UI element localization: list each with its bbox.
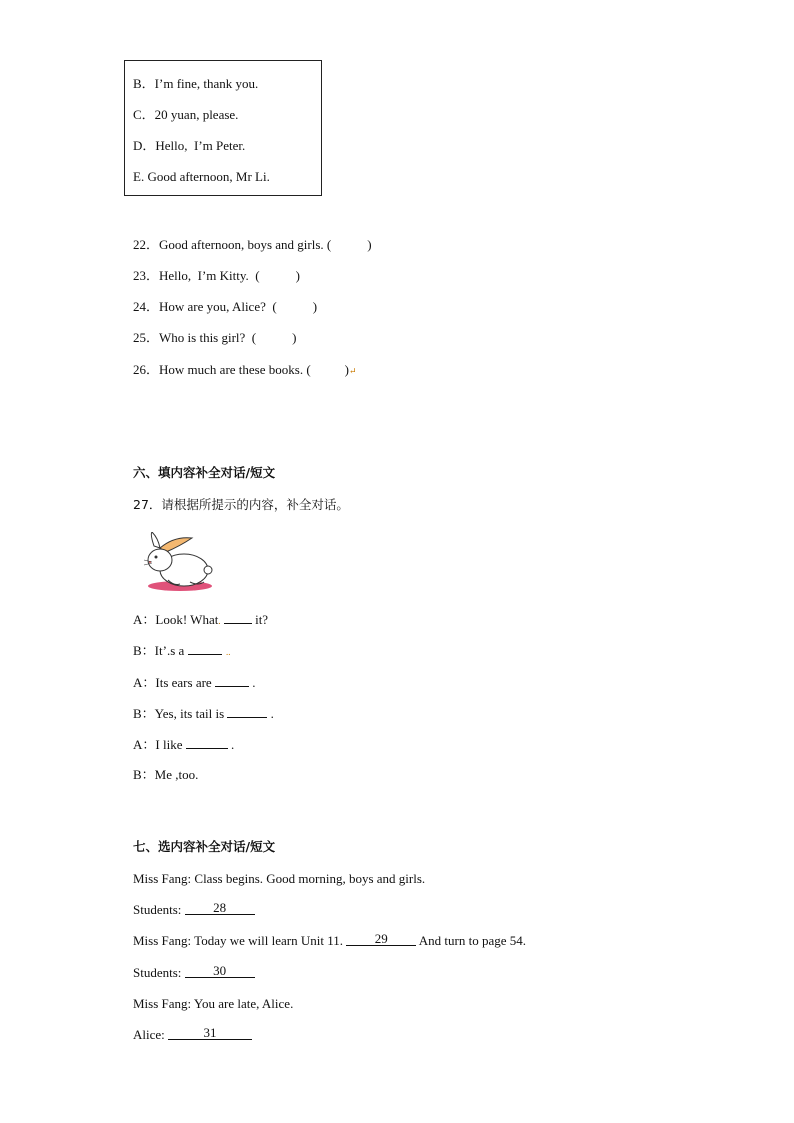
- question-22: 22．Good afternoon, boys and girls. ( ): [133, 237, 372, 252]
- question-23: 23．Hello, I’m Kitty. ( ): [133, 268, 300, 283]
- dialogue-line-6: B：Me ,too.: [133, 767, 199, 782]
- dialogue-7-line-4: Students: 30: [133, 965, 255, 981]
- blank-1[interactable]: [224, 611, 252, 624]
- section-6-heading: 六、填内容补全对话/短文: [133, 465, 276, 480]
- dialogue-line-3: A：Its ears are .: [133, 675, 256, 690]
- option-e: E. Good afternoon, Mr Li.: [133, 169, 270, 184]
- question-27-prompt: 27．请根据所提示的内容，补全对话。: [133, 497, 349, 512]
- blank-31[interactable]: 31: [168, 1027, 252, 1040]
- dialogue-7-line-6: Alice: 31: [133, 1027, 252, 1043]
- section-7-heading: 七、选内容补全对话/短文: [133, 839, 276, 854]
- blank-3[interactable]: [215, 674, 249, 687]
- dialogue-7-line-5: Miss Fang: You are late, Alice.: [133, 996, 294, 1011]
- dialogue-line-5: A：I like .: [133, 737, 235, 752]
- dialogue-line-4: B：Yes, its tail is .: [133, 706, 274, 721]
- blank-29[interactable]: 29: [346, 933, 416, 946]
- question-26: 26．How much are these books. ( )↵: [133, 362, 357, 377]
- option-c: C．20 yuan, please.: [133, 107, 239, 122]
- blank-4[interactable]: [227, 705, 267, 718]
- rabbit-illustration: [140, 532, 216, 592]
- blank-30[interactable]: 30: [185, 965, 255, 978]
- dialogue-7-line-3: Miss Fang: Today we will learn Unit 11. 29 And turn to page 54.: [133, 931, 526, 948]
- question-24: 24．How are you, Alice? ( ): [133, 299, 318, 314]
- blank-28[interactable]: 28: [185, 902, 255, 915]
- dialogue-7-line-1: Miss Fang: Class begins. Good morning, boys and girls.: [133, 871, 426, 886]
- paragraph-mark-icon: ↵: [349, 366, 357, 376]
- blank-5[interactable]: [186, 736, 228, 749]
- question-25: 25．Who is this girl? ( ): [133, 330, 297, 345]
- dialogue-line-1: A：Look! What. it?: [133, 612, 269, 627]
- options-box: [124, 60, 322, 196]
- option-b: B．I’m fine, thank you.: [133, 76, 259, 91]
- option-d: D．Hello, I’m Peter.: [133, 138, 246, 153]
- dialogue-line-2: B：It’.s a ..: [133, 643, 231, 658]
- blank-2[interactable]: [188, 642, 222, 655]
- dialogue-7-line-2: Students: 28: [133, 902, 255, 918]
